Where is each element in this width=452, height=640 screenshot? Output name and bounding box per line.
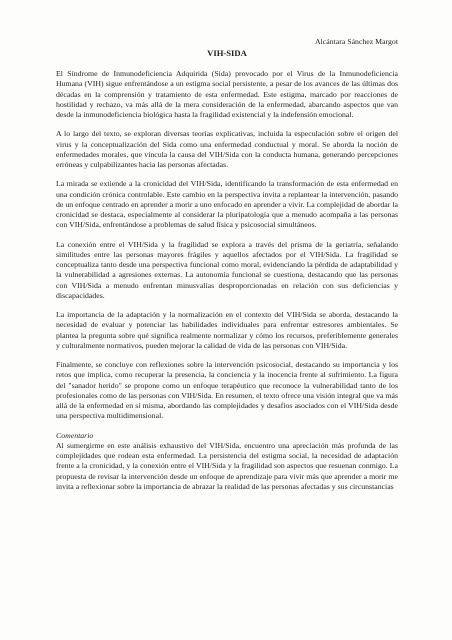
paragraph-conclusion: Finalmente, se concluye con reflexiones sobre la intervención psicosocial, destacando su importancia y los retos que implica, como recuperar la presencia, la conciencia y la inocencia frente al sufrimiento. La figura del "sanador herido" se propone como un enfoque terapéutico que reconoce la vulnerabilidad tanto de los profesionales como de las personas con VIH/Sida. En resumen, el texto ofrece una visión integral que va más allá de la enfermedad en sí misma, abordando las complejidades y desafíos asociados con el VIH/Sida desde una perspectiva multidimensional.	[56, 360, 398, 421]
paragraph-adaptation: La importancia de la adaptación y la normalización en el contexto del VIH/Sida se aborda, destacando la necesidad de evaluar y potenciar las habilidades individuales para enfrentar estresores ambientales. Se plantea la pregunta sobre qué significa realmente normalizar y cómo los recursos, preferiblemente generales y culturalmente normativos, pueden mejorar la calidad de vida de las personas con VIH/Sida.	[56, 310, 398, 350]
comment-heading: Comentario	[56, 430, 94, 440]
document-title: VIH-SIDA	[207, 48, 247, 58]
paragraph-comment: Al sumergirme en este análisis exhaustivo del VIH/Sida, encuentro una apreciación más profunda de las complejidades que rodean esta enfermedad. La persistencia del estigma social, la necesidad de adaptación frente a la cronicidad, y la conexión entre el VIH/Sida y la fragilidad son aspectos que resuenan conmigo. La propuesta de revisar la intervención desde un enfoque de aprendizaje para vivir más que aprender a morir me invita a reflexionar sobre la importancia de abrazar la realidad de las personas afectadas y sus circunstancias	[56, 440, 398, 491]
paragraph-fragility: La conexión entre el VIH/Sida y la fragilidad se explora a través del prisma de la geriatría, señalando similitudes entre las personas mayores frágiles y aquellos afectados por el VIH/Sida. La fragilidad se conceptualiza tanto desde una perspectiva funcional como moral, evidenciando la pérdida de adaptabilidad y la vulnerabilidad a agresiones externas. La autonomía funcional se cuestiona, destacando que las personas con VIH/Sida a menudo enfrentan minusvalías desproporcionadas en relación con sus deficiencias y discapacidades.	[56, 239, 398, 300]
paragraph-theories: A lo largo del texto, se exploran diversas teorías explicativas, incluida la especulación sobre el origen del virus y la conceptualización del Sida como una enfermedad conductual y moral. Se aborda la noción de enfermedades morales, que vincula la causa del VIH/Sida con la conducta humana, generando percepciones erróneas y culpabilizantes hacia las personas afectadas.	[56, 129, 398, 169]
paragraph-chronicity: La mirada se extiende a la cronicidad del VIH/Sida, identificando la transformación de esta enfermedad en una condición crónica controlable. Este cambio en la perspectiva invita a replantear la intervención, pasando de un enfoque centrado en aprender a morir a uno enfocado en aprender a vivir. La complejidad de abordar la cronicidad se destaca, especialmente al considerar la pluripatología que a menudo acompaña a las personas con VIH/Sida, enfrentándose a problemas de salud física y psicosocial simultáneos.	[56, 179, 398, 230]
author-name: Alcántara Sánchez Margot	[315, 37, 398, 46]
paragraph-intro: El Síndrome de Inmunodeficiencia Adquirida (Sida) provocado por el Virus de la Inmunodeficiencia Humana (VIH) sigue enfrentándose a un estigma social persistente, a pesar de los avances de las últimas dos décadas en la comprensión y tratamiento de esta enfermedad. Este estigma, marcado por reacciones de hostilidad y rechazo, va más allá de la mera consideración de la enfermedad, abarcando aspectos que van desde la inmunodeficiencia biológica hasta la fragilidad existencial y la indefensión emocional.	[56, 69, 398, 119]
